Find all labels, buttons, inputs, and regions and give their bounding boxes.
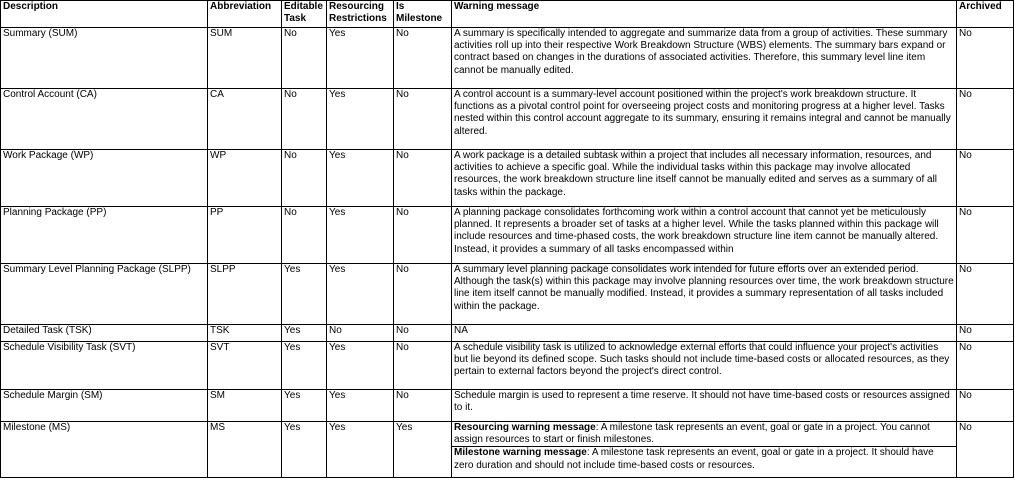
cell-archived: No bbox=[957, 390, 1014, 422]
cell-archived: No bbox=[957, 150, 1014, 207]
cell-milestone: No bbox=[394, 264, 452, 325]
cell-warning bbox=[452, 325, 957, 342]
cell-abbreviation: SLPP bbox=[208, 264, 282, 325]
milestone-warning-label: Milestone warning message bbox=[454, 447, 587, 459]
resourcing-warning-text: : A milestone task represents an event, goal or gate in a project. You cannot assign resources to start or finish milestones. bbox=[454, 422, 930, 446]
cell-resourcing: Yes bbox=[327, 207, 394, 264]
cell-resourcing: Yes bbox=[327, 150, 394, 207]
table-row bbox=[1, 390, 1014, 422]
cell-description: Summary Level Planning Package (SLPP) bbox=[1, 264, 208, 325]
cell-milestone: No bbox=[394, 342, 452, 390]
cell-milestone: No bbox=[394, 89, 452, 150]
cell-resourcing: Yes bbox=[327, 342, 394, 390]
cell-warning bbox=[452, 264, 957, 325]
cell-abbreviation: SVT bbox=[208, 342, 282, 390]
resourcing-warning bbox=[454, 422, 954, 446]
cell-description: Milestone (MS) bbox=[1, 422, 208, 478]
cell-resourcing: Yes bbox=[327, 89, 394, 150]
cell-milestone: No bbox=[394, 28, 452, 89]
header-description: Description bbox=[1, 1, 208, 28]
cell-warning bbox=[452, 89, 957, 150]
header-abbreviation: Abbreviation bbox=[208, 1, 282, 28]
cell-description: Detailed Task (TSK) bbox=[1, 325, 208, 342]
header-row bbox=[1, 1, 1014, 28]
table-row bbox=[1, 150, 1014, 207]
cell-abbreviation: MS bbox=[208, 422, 282, 478]
cell-archived: No bbox=[957, 422, 1014, 478]
cell-description: Summary (SUM) bbox=[1, 28, 208, 89]
header-resourcing-restrictions: Resourcing Restrictions bbox=[327, 1, 394, 28]
cell-editable: Yes bbox=[282, 264, 327, 325]
cell-abbreviation: SM bbox=[208, 390, 282, 422]
cell-editable: Yes bbox=[282, 422, 327, 478]
cell-editable: No bbox=[282, 89, 327, 150]
cell-abbreviation: WP bbox=[208, 150, 282, 207]
cell-resourcing: Yes bbox=[327, 28, 394, 89]
warning-text: A summary level planning package consolidates work intended for future efforts over an extended period. Although the task(s) within this package may involve planning resources over time, the work breakdown structure line item itself cannot be manually modified. Instead, it provides a summary representation of all tasks included within the package. bbox=[454, 264, 954, 312]
cell-milestone: No bbox=[394, 150, 452, 207]
cell-editable: Yes bbox=[282, 325, 327, 342]
cell-resourcing: Yes bbox=[327, 264, 394, 325]
warning-text: A summary is specifically intended to aggregate and summarize data from a group of activities. These summary activities roll up into their respective Work Breakdown Structure (WBS) elements. The summary bars expand or contract based on changes in the durations of associated activities. Therefore, this summary level line item cannot be manually edited. bbox=[454, 28, 948, 76]
cell-description: Schedule Margin (SM) bbox=[1, 390, 208, 422]
cell-archived: No bbox=[957, 28, 1014, 89]
cell-warning bbox=[452, 390, 957, 422]
table-row bbox=[1, 207, 1014, 264]
cell-editable: Yes bbox=[282, 342, 327, 390]
cell-archived: No bbox=[957, 89, 1014, 150]
cell-abbreviation: TSK bbox=[208, 325, 282, 342]
cell-resourcing: Yes bbox=[327, 390, 394, 422]
cell-description: Work Package (WP) bbox=[1, 150, 208, 207]
cell-editable: No bbox=[282, 207, 327, 264]
resourcing-warning-label: Resourcing warning message bbox=[454, 422, 596, 433]
milestone-warning bbox=[452, 446, 956, 471]
cell-archived: No bbox=[957, 342, 1014, 390]
cell-archived: No bbox=[957, 207, 1014, 264]
cell-milestone: No bbox=[394, 325, 452, 342]
table-row-milestone bbox=[1, 422, 1014, 478]
cell-resourcing: No bbox=[327, 325, 394, 342]
milestone-warning-text: : A milestone task represents an event, goal or gate in a project. It should have zero duration and should not include time-based costs or resources. bbox=[454, 447, 934, 471]
cell-warning bbox=[452, 422, 957, 478]
cell-abbreviation: PP bbox=[208, 207, 282, 264]
cell-milestone: No bbox=[394, 390, 452, 422]
cell-milestone: No bbox=[394, 207, 452, 264]
cell-description: Planning Package (PP) bbox=[1, 207, 208, 264]
cell-milestone: Yes bbox=[394, 422, 452, 478]
cell-archived: No bbox=[957, 325, 1014, 342]
cell-warning bbox=[452, 28, 957, 89]
cell-warning bbox=[452, 150, 957, 207]
cell-description: Schedule Visibility Task (SVT) bbox=[1, 342, 208, 390]
warning-text: A planning package consolidates forthcoming work within a control account that cannot yet be meticulously planned. It represents a broader set of tasks at a higher level. While the tasks planned within this package will include resources and time-phased costs, the work breakdown structure line item cannot be manually altered. Instead, it provides a summary of all tasks encompassed within bbox=[454, 207, 939, 255]
cell-editable: No bbox=[282, 150, 327, 207]
warning-text: NA bbox=[454, 325, 468, 336]
cell-description: Control Account (CA) bbox=[1, 89, 208, 150]
cell-editable: Yes bbox=[282, 390, 327, 422]
warning-text: A control account is a summary-level account positioned within the project's work breakdown structure. It functions as a pivotal control point for overseeing project costs and monitoring progress at a higher level. Tasks nested within this control account aggregate to its summary, ensuring it remains integral and cannot be manually altered. bbox=[454, 89, 951, 137]
warning-text: A work package is a detailed subtask within a project that includes all necessary information, resources, and activities to achieve a specific goal. While the individual tasks within this package may involve allocated resources, the work breakdown structure line itself cannot be manually edited and serves as a summary of all tasks within the package. bbox=[454, 150, 938, 198]
cell-abbreviation: SUM bbox=[208, 28, 282, 89]
cell-warning bbox=[452, 207, 957, 264]
cell-abbreviation: CA bbox=[208, 89, 282, 150]
cell-warning bbox=[452, 342, 957, 390]
table-row bbox=[1, 264, 1014, 325]
cell-editable: No bbox=[282, 28, 327, 89]
cell-resourcing: Yes bbox=[327, 422, 394, 478]
table-row bbox=[1, 89, 1014, 150]
table-row bbox=[1, 325, 1014, 342]
header-editable-task: Editable Task bbox=[282, 1, 327, 28]
warning-text: Schedule margin is used to represent a time reserve. It should not have time-based costs or resources assigned to it. bbox=[454, 390, 950, 414]
header-archived: Archived bbox=[957, 1, 1014, 28]
table-row bbox=[1, 342, 1014, 390]
cell-archived: No bbox=[957, 264, 1014, 325]
header-warning-message: Warning message bbox=[452, 1, 957, 28]
warning-text: A schedule visibility task is utilized to acknowledge external efforts that could influence your project's activities but lie beyond its defined scope. Such tasks should not include time-based costs or allocated resources, as they pertain to external factors beyond the project's direct control. bbox=[454, 342, 950, 378]
table-row bbox=[1, 28, 1014, 89]
header-is-milestone: Is Milestone bbox=[394, 1, 452, 28]
